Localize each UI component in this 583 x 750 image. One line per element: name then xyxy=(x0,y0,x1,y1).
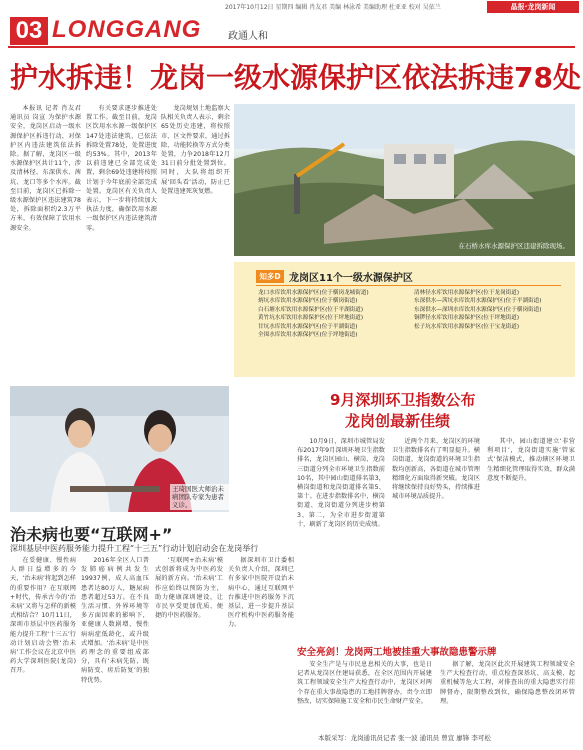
article2-col2 xyxy=(81,556,149,742)
list-item: 黄竹坑水库饮用水源保护区(位于坪地街道) xyxy=(258,315,364,322)
article4-col2 xyxy=(440,660,575,730)
photo1-caption: 在石桥水库水源保护区违建拆除现场。 xyxy=(458,242,569,250)
header-divider xyxy=(8,46,575,48)
article1-col1 xyxy=(10,104,81,376)
list-item: 白石塘水库饮用水源保护区(位于平湖街道) xyxy=(258,306,364,313)
article2-subtitle: 深圳基层中医药服务能力提升工程“十三五”行动计划启动会在龙岗举行 xyxy=(10,544,259,553)
article2-col3-text: ‘互联网+治未病’模式创新将成为中医药发展的新方向。‘治未病’工作应始终以预防为主，助力健康深圳建设，让市民享受更加优质、便捷的中医药服务。 xyxy=(155,557,223,620)
brand-logo: 晶报·龙岗新闻 xyxy=(487,1,579,13)
list-item: 清林径水库饮用水源保护区(位于龙岗街道) xyxy=(414,290,520,296)
issue-meta: 2017年10月12日 星期四 编辑 肖友君 美编 林泳希 美编助理 杜亚亚 校对 吴依兰 xyxy=(225,4,441,11)
article1-col2-text: 有关要求逐步推进处置工作。截至目前，龙岗区饮用水水源一级保护区147处违法建筑，已依法拆除处置78处，处置进度约53%。其中，2013年以前违建已全部完成处置，剩余69处违建将按照计划于今年底前全部完成处置。龙岗区有关负责人表示，下一步将持续加大执法力度，确保饮用水源一级保护区内违法建筑清零。 xyxy=(86,105,157,232)
article4-title: 安全亮剑！龙岗两工地被挂重大事故隐患警示牌 xyxy=(297,647,497,658)
section-name: LONGGANG xyxy=(52,16,202,43)
top-strip xyxy=(0,0,583,14)
list-item: 龙口水库饮用水源保护区(位于横岗龙城街道) xyxy=(258,290,369,296)
article2-col1-text: 在妥健康、慢性病人群日益增多的今天，‘治未病’将起到怎样的重要作用？在互联网+时代，传承古今的‘治未病’又将与怎样的新模式相结合？10月11日，深圳市基层中医药服务能力提升工程‘十三五’行动计划启动会暨‘治未病’工作会议在北京中医药大学深圳医院(龙岗)召开。 xyxy=(10,557,76,675)
list-item: 铜锣径水库饮用水源保护区(位于坪地街道) xyxy=(414,315,520,322)
article1-col3 xyxy=(161,104,230,376)
article3-col1-text: 10月9日，深圳市城管局发布2017年9月深圳环境卫生指数排名，龙岗区园山、横岗、龙岗三街道分列全市环境卫生指数前10名，其中园山街道排名第3，横岗街道和龙岗街道排名第5、第十。在进步指数排名中，横岗街道、龙岗街道分列进步榜第3、第二，为全市进步街道第十，刷新了龙岗区的历史成绩。 xyxy=(297,438,385,528)
article2-title: 治未病也要“互联网+” xyxy=(10,525,173,544)
article4-col1-text: 安全生产是与市民息息相关的大事，也是日记者从龙岗区住建局获悉，在全区范围内开展建筑工程领域安全生产大检查行动中，龙岗区对两个存在重大事故隐患的工地挂牌督办，责令立即整改，切实保障施工安全和市民生命财产安全。 xyxy=(297,661,432,705)
section-subtitle: 政通人和 xyxy=(228,31,268,42)
demolition-photo xyxy=(234,104,575,256)
byline-footer: 本版采写：龙岗通讯员记者 张一波 通讯员 曾宣 廖锋 李可松 xyxy=(318,734,491,742)
main-headline: 护水拆违！龙岗一级水源保护区依法拆违78处 xyxy=(10,61,581,94)
photo2-caption: 王琦国医大师治未病团队专家为患者义诊。 xyxy=(170,484,229,510)
list-item: 炳坑水库饮用水源保护区(位于横岗街道) xyxy=(258,298,358,305)
article2-col1 xyxy=(10,556,76,742)
article1-col3-text: 龙岗规划土地监察大队相关负责人表示，剩余65处历史违建，将按照市、区文件要求，通过拆除、功能转换等方式分类处置，力争2018年12月31日前分批处置到位。同时，大队将组织开展‘回头看’活动，防止已处置违建死灰复燃。 xyxy=(161,105,230,195)
list-item: 东深供水—深圳水库饮用水源保护区(位于横岗街道) xyxy=(414,306,542,313)
list-item: 全围水库饮用水源保护区(位于坪地街道) xyxy=(258,332,358,339)
section-number: 03 xyxy=(10,17,48,45)
clinic-photo xyxy=(10,386,229,512)
list-item: 甘坑水库饮用水源保护区(位于平湖街道) xyxy=(258,323,358,330)
info-box-title: 龙岗区11个一级水源保护区 xyxy=(289,273,413,284)
article3-col3 xyxy=(487,437,575,637)
article2-col3 xyxy=(155,556,223,742)
info-box-divider xyxy=(256,285,561,286)
article4-col1 xyxy=(297,660,432,730)
article2-col4 xyxy=(228,556,294,742)
article3-title-line2: 龙岗创最新佳绩 xyxy=(345,412,451,430)
article1-col1-text: 本报讯 记者 肖友君 通讯员 岗宣 为保护水源安全，龙岗区启动一级水源保护区拆违行动，对保护区内违法建筑依法拆除。据了解，龙岗区一级水源保护区共计11个，涉及清林径、东深供水、茜坑、龙口等多个水库。截至目前，龙岗区已拆除一级水源保护区违法建筑78处，拆除面积约2.3万平方米，有效保障了饮用水源安全。 xyxy=(10,105,81,232)
info-box xyxy=(234,262,575,377)
list-item: 东深供水—茜坑水库饮用水源保护区(位于平湖街道) xyxy=(414,298,542,305)
article3-col1 xyxy=(297,437,385,637)
article3-col2-text: 近两个月来，龙岗区的环境卫生指数排名有了明显提升。横岗街道、龙岗街道的环境卫生指数均创新高，各街道在城市管理精细化方面取得新突破。龙岗区将继续保持良好势头，持续推进城市环境品质提升。 xyxy=(392,438,480,501)
demolition-illustration xyxy=(234,104,575,256)
info-box-list-left xyxy=(258,289,369,339)
article2-col2-text: 2016年全区人口普发肺癌病例共发生19937例，成人高血压患者达80万人，糖尿病患者超过53万。在不良生活习惯、外界环境等多方面因素的影响下，亚健康人数剧增，慢性病病症低龄化，或升级式增加。‘治未病’是中医药理念的重要组成部分，具有‘未病先防、既病防变、瘥后防复’的独特优势。 xyxy=(81,557,149,684)
list-item: 松子坑水库饮用水源保护区(位于宝龙街道) xyxy=(414,323,520,330)
article1-col2 xyxy=(86,104,157,376)
info-box-tag: 知多D xyxy=(256,270,284,283)
article2-col4-text: 据深圳市卫计委相关负责人介绍，深圳已有多家中医院开设治未病中心，通过互联网平台推进中医药服务下沉基层，进一步提升基层医疗机构中医药服务能力。 xyxy=(228,557,294,629)
article3-col2 xyxy=(392,437,480,637)
article4-col2-text: 据了解，龙岗区此次开展建筑工程领域安全生产大检查行动，重点检查深基坑、高支模、起重机械等危大工程，对排查出的重大隐患实行挂牌督办，限期整改到位，确保隐患整改闭环管理。 xyxy=(440,661,575,705)
article3-title-line1: 9月深圳环卫指数公布 xyxy=(330,391,476,409)
info-box-list-right xyxy=(414,289,541,331)
article3-col3-text: 其中，园山街道建立‘非营利项目’，龙岗街道实施‘管家式’保洁模式，推动辖区环境卫生精细化管理取得实效，群众满意度不断提升。 xyxy=(487,438,575,482)
